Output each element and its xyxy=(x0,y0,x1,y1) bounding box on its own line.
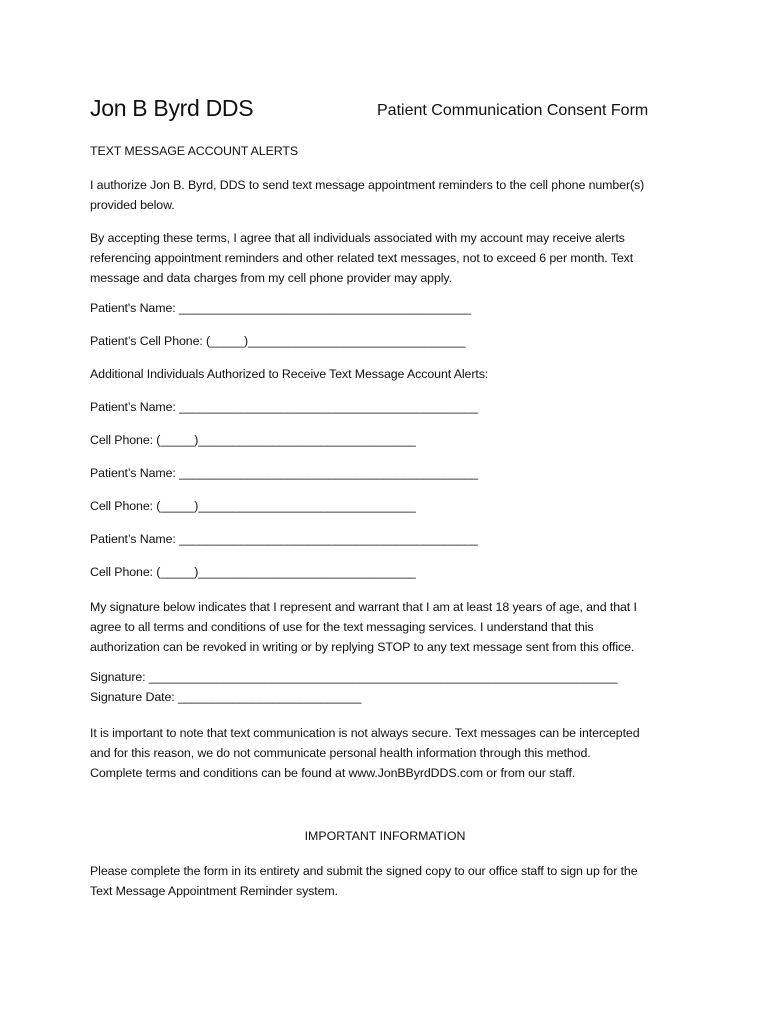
patient-cell-phone-field[interactable]: Patient’s Cell Phone: (_____)________________________________ xyxy=(90,334,466,348)
terms-line: message and data charges from my cell phone provider may apply. xyxy=(90,271,452,285)
additional-individuals-heading: Additional Individuals Authorized to Receive Text Message Account Alerts: xyxy=(90,367,489,381)
signature-statement xyxy=(90,597,680,657)
additional-cell-phone-field-2[interactable]: Cell Phone: (_____)________________________________ xyxy=(90,499,416,513)
additional-cell-phone-field-3[interactable]: Cell Phone: (_____)________________________________ xyxy=(90,565,416,579)
additional-patient-name-field-1[interactable]: Patient’s Name: ____________________________________________ xyxy=(90,400,478,414)
signature-field[interactable]: Signature: _____________________________________________________________________ xyxy=(90,670,618,684)
instructions-paragraph xyxy=(90,861,680,901)
instructions-line: Text Message Appointment Reminder system. xyxy=(90,884,338,898)
instructions-line: Please complete the form in its entirety and submit the signed copy to our office staff to sign up for the xyxy=(90,864,638,878)
terms-line: By accepting these terms, I agree that all individuals associated with my account may receive alerts xyxy=(90,231,625,245)
security-note-line: and for this reason, we do not communicate personal health information through this method. xyxy=(90,746,591,760)
form-title: Patient Communication Consent Form xyxy=(377,102,649,119)
security-note xyxy=(90,723,680,783)
additional-patient-name-field-3[interactable]: Patient’s Name: ____________________________________________ xyxy=(90,532,478,546)
practice-name: Jon B Byrd DDS xyxy=(90,95,254,121)
signature-statement-line: agree to all terms and conditions of use for the text messaging services. I understand that this xyxy=(90,620,594,634)
important-information-heading: IMPORTANT INFORMATION xyxy=(304,829,466,843)
authorization-line: I authorize Jon B. Byrd, DDS to send text message appointment reminders to the cell phone number(s) xyxy=(90,178,645,192)
patient-name-field[interactable]: Patient's Name: ___________________________________________ xyxy=(90,301,471,315)
signature-date-field[interactable]: Signature Date: ___________________________ xyxy=(90,690,362,704)
authorization-paragraph xyxy=(90,175,680,215)
additional-patient-name-field-2[interactable]: Patient’s Name: ____________________________________________ xyxy=(90,466,478,480)
security-note-line: It is important to note that text communication is not always secure. Text messages can be intercepted xyxy=(90,726,640,740)
section-heading: TEXT MESSAGE ACCOUNT ALERTS xyxy=(90,144,298,158)
terms-paragraph xyxy=(90,228,680,288)
security-note-line: Complete terms and conditions can be found at www.JonBByrdDDS.com or from our staff. xyxy=(90,766,576,780)
additional-cell-phone-field-1[interactable]: Cell Phone: (_____)________________________________ xyxy=(90,433,416,447)
authorization-line: provided below. xyxy=(90,198,175,212)
terms-line: referencing appointment reminders and other related text messages, not to exceed 6 per month. Text xyxy=(90,251,634,265)
signature-statement-line: authorization can be revoked in writing or by replying STOP to any text message sent from this office. xyxy=(90,640,635,654)
signature-statement-line: My signature below indicates that I represent and warrant that I am at least 18 years of age, and that I xyxy=(90,600,637,614)
